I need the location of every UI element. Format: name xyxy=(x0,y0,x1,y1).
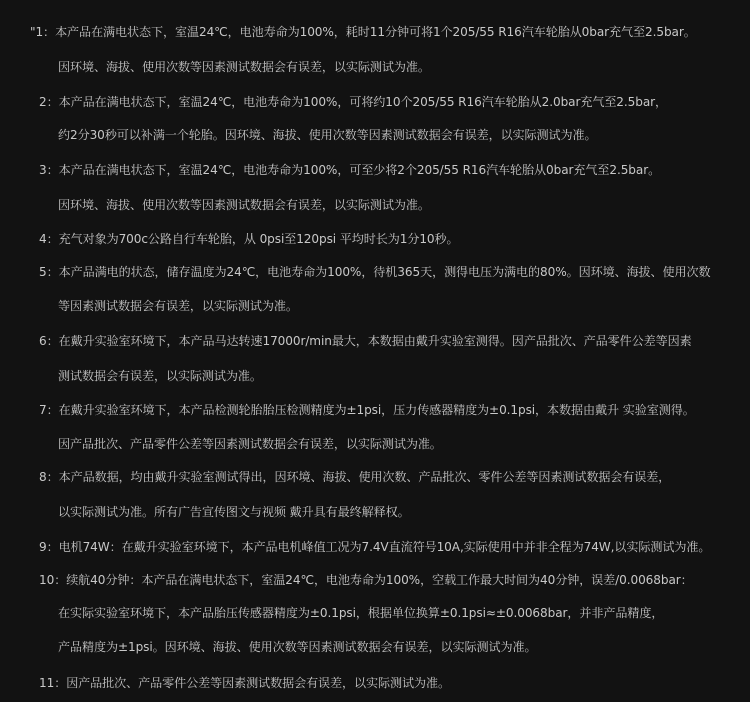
note-6-line-2 xyxy=(58,368,262,384)
note-text: 续航40分钟：本产品在满电状态下，室温24℃，电池寿命为100%，空载工作最大时间为40分钟，误差/0.0068bar： xyxy=(66,573,693,587)
note-text: 本产品在满电状态下，室温24℃，电池寿命为100%，可将约10个205/55 R16汽车轮胎从2.0bar充气至2.5bar， xyxy=(58,95,667,109)
note-text: 电机74W：在戴升实验室环境下，本产品电机峰值工况为7.4V直流符号10A,实际使用中并非全程为74W,以实际测试为准。 xyxy=(58,540,711,554)
note-10-line-2 xyxy=(58,605,663,621)
note-number: 9： xyxy=(39,540,59,554)
note-text: 本产品数据，均由戴升实验室测试得出，因环境、海拔、使用次数、产品批次、零件公差等因素测试数据会有误差， xyxy=(58,470,671,484)
note-text: 因环境、海拔、使用次数等因素测试数据会有误差，以实际测试为准。 xyxy=(58,60,430,74)
note-7-line-2 xyxy=(58,436,442,452)
note-text: 充气对象为700c公路自行车轮胎，从 0psi至120psi 平均时长为1分10秒。 xyxy=(58,232,459,246)
note-1-line-1 xyxy=(30,24,696,40)
note-number: "1： xyxy=(30,25,56,39)
note-text: 在戴升实验室环境下，本产品检测轮胎胎压检测精度为±1psi，压力传感器精度为±0.1psi，本数据由戴升 实验室测得。 xyxy=(58,403,695,417)
note-7-line-1 xyxy=(39,402,695,418)
note-text: 因环境、海拔、使用次数等因素测试数据会有误差，以实际测试为准。 xyxy=(58,198,430,212)
note-text: 测试数据会有误差，以实际测试为准。 xyxy=(58,369,262,383)
note-text: 本产品满电的状态，储存温度为24℃，电池寿命为100%，待机365天，测得电压为满电的80%。因环境、海拔、使用次数 xyxy=(58,265,711,279)
note-text: 在戴升实验室环境下，本产品马达转速17000r/min最大，本数据由戴升实验室测得。因产品批次、产品零件公差等因素 xyxy=(58,334,692,348)
note-9-line-1 xyxy=(39,539,710,555)
note-11-line-1 xyxy=(39,675,450,691)
note-text: 产品精度为±1psi。因环境、海拔、使用次数等因素测试数据会有误差，以实际测试为准。 xyxy=(58,640,537,654)
note-2-line-1 xyxy=(39,94,667,110)
note-text: 因产品批次、产品零件公差等因素测试数据会有误差，以实际测试为准。 xyxy=(66,676,450,690)
note-8-line-2 xyxy=(58,504,410,520)
note-4-line-1 xyxy=(39,231,459,247)
note-3-line-1 xyxy=(39,162,660,178)
note-number: 10： xyxy=(39,573,67,587)
note-text: 本产品在满电状态下，室温24℃，电池寿命为100%，可至少将2个205/55 R16汽车轮胎从0bar充气至2.5bar。 xyxy=(58,163,661,177)
note-6-line-1 xyxy=(39,333,692,349)
note-text: 约2分30秒可以补满一个轮胎。因环境、海拔、使用次数等因素测试数据会有误差，以实际测试为准。 xyxy=(58,128,597,142)
note-1-line-2 xyxy=(58,59,430,75)
note-text: 因产品批次、产品零件公差等因素测试数据会有误差，以实际测试为准。 xyxy=(58,437,442,451)
note-2-line-2 xyxy=(58,127,597,143)
note-number: 3： xyxy=(39,163,59,177)
note-number: 11： xyxy=(39,676,67,690)
note-number: 5： xyxy=(39,265,59,279)
note-text: 等因素测试数据会有误差，以实际测试为准。 xyxy=(58,299,298,313)
note-number: 2： xyxy=(39,95,59,109)
note-10-line-3 xyxy=(58,639,536,655)
note-number: 6： xyxy=(39,334,59,348)
note-5-line-2 xyxy=(58,298,298,314)
note-5-line-1 xyxy=(39,264,711,280)
note-text: 在实际实验室环境下，本产品胎压传感器精度为±0.1psi，根据单位换算±0.1psi≈±0.0068bar，并非产品精度， xyxy=(58,606,664,620)
note-3-line-2 xyxy=(58,197,430,213)
note-8-line-1 xyxy=(39,469,670,485)
note-10-line-1 xyxy=(39,572,693,588)
note-number: 8： xyxy=(39,470,59,484)
note-number: 7： xyxy=(39,403,59,417)
note-text: 本产品在满电状态下，室温24℃，电池寿命为100%，耗时11分钟可将1个205/55 R16汽车轮胎从0bar充气至2.5bar。 xyxy=(55,25,696,39)
note-text: 以实际测试为准。所有广告宣传图文与视频 戴升具有最终解释权。 xyxy=(58,505,410,519)
note-number: 4： xyxy=(39,232,59,246)
